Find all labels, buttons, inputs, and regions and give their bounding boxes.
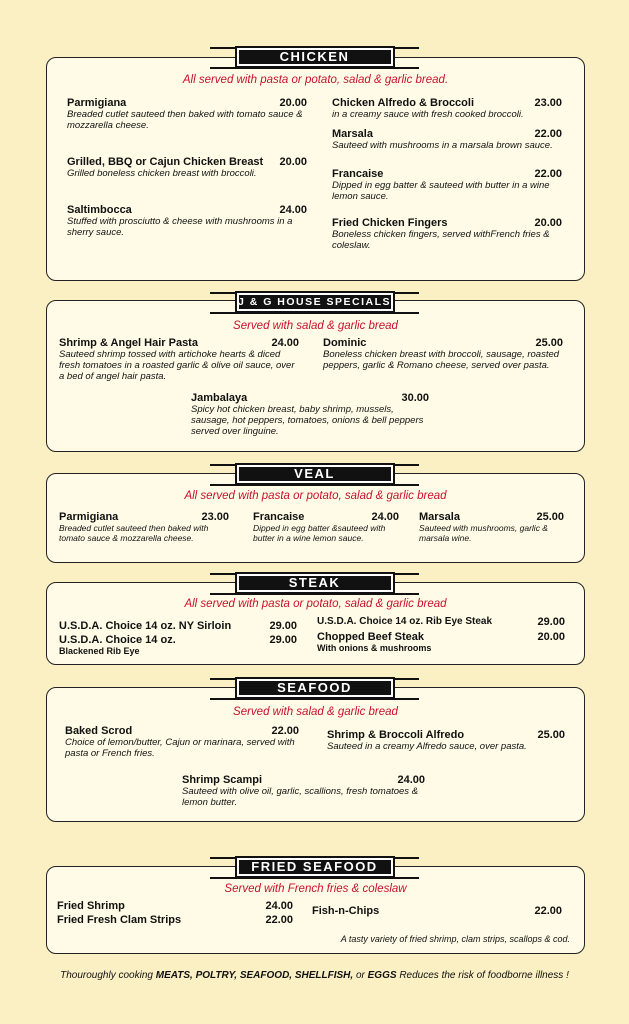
- menu-item: [332, 217, 562, 251]
- menu-item: [182, 774, 425, 808]
- item-name: U.S.D.A. Choice 14 oz. NY Sirloin: [59, 620, 232, 632]
- item-price: 22.00: [271, 725, 299, 737]
- menu-item: [67, 156, 307, 179]
- item-price: 30.00: [401, 392, 429, 404]
- menu-item: [59, 337, 299, 382]
- seafood-header: SEAFOOD: [235, 677, 395, 699]
- item-desc: Spicy hot chicken breast, baby shrimp, mussels, sausage, hot peppers, tomatoes, onions & bell peppers served over linguine.: [191, 404, 424, 437]
- item-name: Marsala: [419, 511, 460, 523]
- menu-item: [312, 905, 562, 917]
- item-price: 20.00: [537, 631, 565, 643]
- seafood-section: [46, 687, 585, 822]
- menu-item: [332, 128, 562, 151]
- item-desc: Dipped in egg batter &sauteed with butter in a wine lemon sauce.: [253, 523, 386, 543]
- item-desc: Choice of lemon/butter, Cajun or marinara, served with pasta or French fries.: [65, 737, 295, 759]
- fried-seafood-subtitle: Served with French fries & coleslaw: [224, 883, 407, 895]
- notice-text: or: [353, 970, 368, 981]
- chicken-header: CHICKEN: [235, 46, 395, 68]
- food-safety-notice: [0, 970, 629, 981]
- menu-item: [59, 620, 297, 632]
- item-name: Chopped Beef Steak: [317, 631, 424, 643]
- menu-item: [419, 511, 564, 543]
- item-price: 20.00: [279, 156, 307, 168]
- item-price: 25.00: [537, 729, 565, 741]
- fried-seafood-header: FRIED SEAFOOD: [235, 856, 395, 878]
- chicken-section: [46, 57, 585, 281]
- item-name: Parmigiana: [59, 511, 119, 523]
- item-desc: Breaded cutlet sauteed then baked with tomato sauce & mozzarella cheese.: [67, 109, 303, 131]
- item-name: Grilled, BBQ or Cajun Chicken Breast: [67, 156, 264, 168]
- item-price: 22.00: [534, 168, 562, 180]
- steak-subtitle: All served with pasta or potato, salad & garlic bread: [184, 598, 447, 610]
- veal-subtitle: All served with pasta or potato, salad & garlic bread: [184, 490, 447, 502]
- item-desc: Dipped in egg batter & sauteed with butter in a wine lemon sauce.: [332, 180, 550, 202]
- specials-section: [46, 300, 585, 452]
- item-name: Fried Chicken Fingers: [332, 217, 448, 229]
- item-desc: Sauteed shrimp tossed with artichoke hearts & diced fresh tomatoes in a roasted garlic & olive oil sauce, over a bed of angel hair pasta.: [59, 349, 295, 382]
- item-name: Francaise: [332, 168, 384, 180]
- menu-item: [59, 511, 229, 543]
- item-price: 29.00: [269, 620, 297, 632]
- menu-item: [59, 634, 297, 657]
- veal-header: VEAL: [235, 463, 395, 485]
- item-desc: Blackened Rib Eye: [59, 646, 140, 656]
- item-price: 22.00: [534, 905, 562, 917]
- item-name: Marsala: [332, 128, 373, 140]
- veal-section: [46, 473, 585, 563]
- item-desc: Boneless chicken breast with broccoli, sausage, roasted peppers, garlic & Romano cheese, served over pasta.: [323, 349, 560, 371]
- item-price: 24.00: [371, 511, 399, 523]
- menu-item: [57, 914, 293, 926]
- seafood-subtitle: Served with salad & garlic bread: [233, 706, 398, 718]
- item-name: Shrimp & Angel Hair Pasta: [59, 337, 198, 349]
- item-name: Saltimbocca: [67, 204, 132, 216]
- menu-item: [332, 168, 562, 202]
- item-name: Fish-n-Chips: [312, 905, 380, 917]
- notice-bold: MEATS, POLTRY, SEAFOOD, SHELLFISH,: [155, 970, 354, 981]
- item-desc: Sauteed with mushrooms in a marsala brown sauce.: [332, 140, 553, 151]
- item-name: U.S.D.A. Choice 14 oz.: [59, 634, 176, 646]
- menu-item: [67, 97, 307, 131]
- item-name: Jambalaya: [191, 392, 248, 404]
- menu-item: [317, 631, 565, 654]
- item-desc: Breaded cutlet sauteed then baked with tomato sauce & mozzarella cheese.: [59, 523, 209, 543]
- menu-item: [317, 616, 565, 628]
- item-price: 22.00: [265, 914, 293, 926]
- item-price: 23.00: [201, 511, 229, 523]
- item-desc: Stuffed with prosciutto & cheese with mushrooms in a sherry sauce.: [67, 216, 293, 238]
- item-name: Dominic: [323, 337, 367, 349]
- item-price: 24.00: [279, 204, 307, 216]
- menu-item: [253, 511, 399, 543]
- specials-subtitle: Served with salad & garlic bread: [233, 320, 398, 332]
- item-price: 24.00: [265, 900, 293, 912]
- menu-item: [67, 204, 307, 238]
- fried-seafood-section: [46, 866, 585, 954]
- menu-item: [327, 729, 565, 752]
- item-desc: Boneless chicken fingers, served withFrench fries & coleslaw.: [332, 229, 550, 251]
- item-price: 24.00: [397, 774, 425, 786]
- item-desc: in a creamy sauce with fresh cooked broccoli.: [332, 109, 524, 120]
- steak-header: STEAK: [235, 572, 395, 594]
- item-desc: Grilled boneless chicken breast with broccoli.: [67, 168, 257, 179]
- item-name: Chicken Alfredo & Broccoli: [332, 97, 475, 109]
- item-price: 22.00: [534, 128, 562, 140]
- chicken-subtitle: All served with pasta or potato, salad & garlic bread.: [182, 74, 449, 86]
- item-name: Francaise: [253, 511, 305, 523]
- item-name: Parmigiana: [67, 97, 127, 109]
- item-name: Baked Scrod: [65, 725, 133, 737]
- item-price: 20.00: [279, 97, 307, 109]
- item-desc: Sauteed with olive oil, garlic, scallions, fresh tomatoes & lemon butter.: [182, 786, 419, 808]
- notice-text: Reduces the risk of foodborne illness !: [396, 970, 569, 981]
- item-name: Shrimp & Broccoli Alfredo: [327, 729, 465, 741]
- notice-bold: EGGS: [367, 970, 397, 981]
- item-desc: With onions & mushrooms: [317, 643, 432, 653]
- notice-text: Thouroughly cooking: [60, 970, 156, 981]
- menu-item: [332, 97, 562, 120]
- item-price: 29.00: [269, 634, 297, 646]
- item-name: Fried Shrimp: [57, 900, 125, 912]
- item-name: Shrimp Scampi: [182, 774, 263, 786]
- item-desc: Sauteed with mushrooms, garlic & marsala wine.: [419, 523, 548, 543]
- item-price: 20.00: [534, 217, 562, 229]
- menu-item: [323, 337, 563, 371]
- specials-header: J & G HOUSE SPECIALS: [235, 291, 395, 313]
- fried-seafood-note: A tasty variety of fried shrimp, clam strips, scallops & cod.: [340, 934, 570, 944]
- item-price: 24.00: [271, 337, 299, 349]
- menu-item: [65, 725, 299, 759]
- item-price: 23.00: [534, 97, 562, 109]
- menu-item: [191, 392, 429, 437]
- item-price: 29.00: [537, 616, 565, 628]
- menu-item: [57, 900, 293, 912]
- item-name: Fried Fresh Clam Strips: [57, 914, 182, 926]
- item-name: U.S.D.A. Choice 14 oz. Rib Eye Steak: [317, 616, 493, 627]
- item-desc: Sauteed in a creamy Alfredo sauce, over pasta.: [327, 741, 527, 752]
- item-price: 25.00: [535, 337, 563, 349]
- item-price: 25.00: [536, 511, 564, 523]
